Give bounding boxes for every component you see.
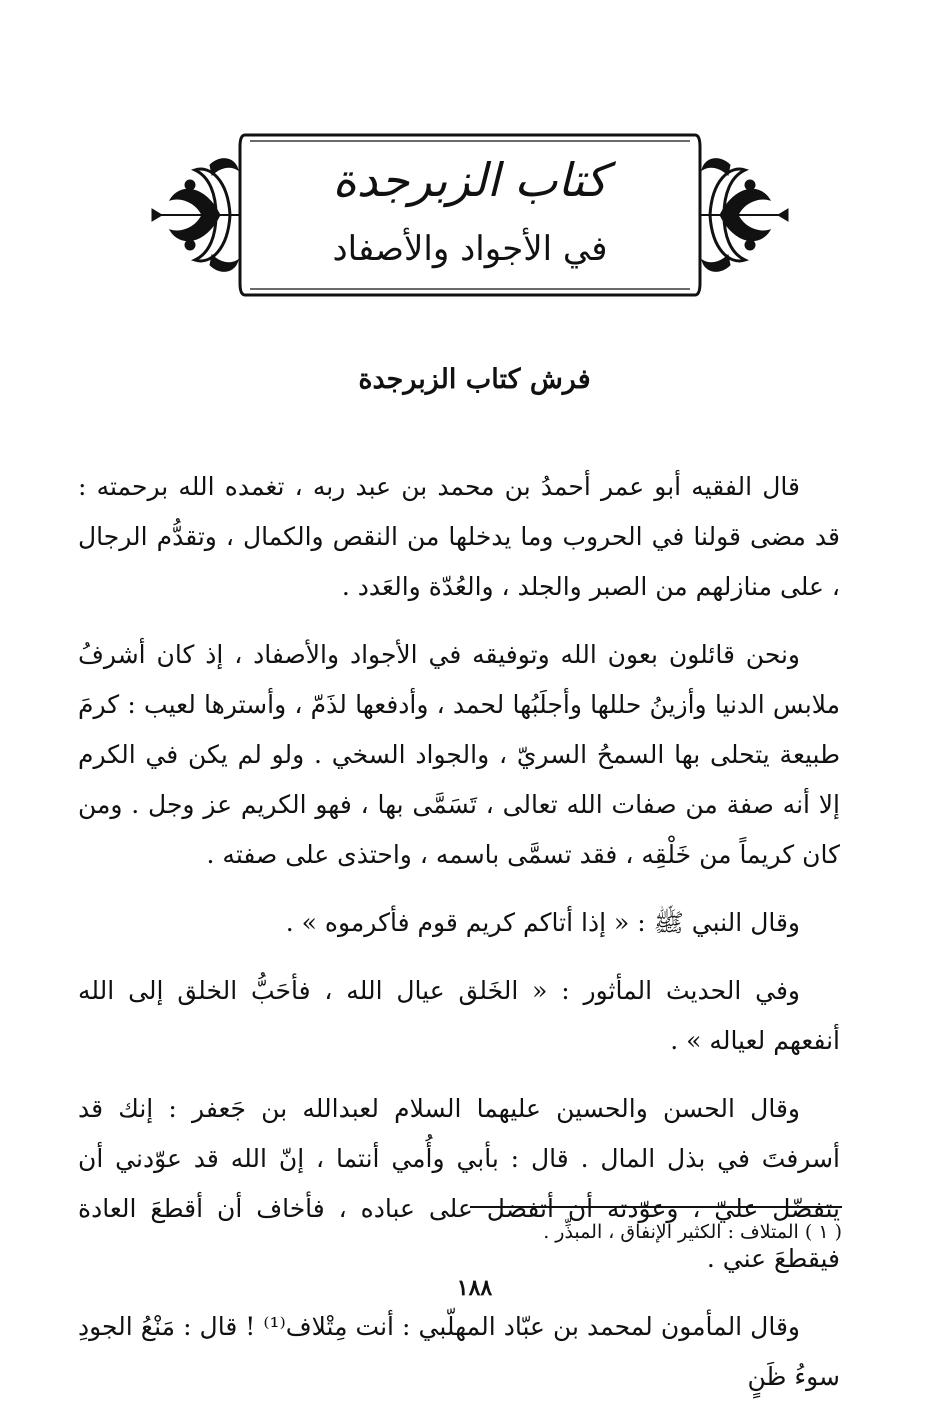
paragraph: وقال النبي ﷺ : « إذا أتاكم كريم قوم فأكرموه » .: [285, 908, 800, 937]
section-heading: فرش كتاب الزبرجدة: [358, 364, 591, 395]
ornamental-frame-icon: [150, 125, 790, 305]
footnote: ( ١ ) المتلاف : الكثير الإنفاق ، المبذِّر .: [543, 1221, 842, 1243]
page-number: ١٨٨: [456, 1275, 493, 1301]
footnote-divider: [470, 1206, 842, 1208]
paragraph: قال الفقيه أبو عمر أحمدُ بن محمد بن عبد ربه ، تغمده الله برحمته : قد مضى قولنا في الحروب وما يدخلها من النقص والكمال ، وتقدُّم الرجال ، على منازلهم من الصبر والجلد ، والعُدّة والعَدد .: [78, 472, 840, 601]
paragraph: وفي الحديث المأثور : « الخَلق عيال الله ، فأحَبُّ الخلق إلى الله أنفعهم لعياله » .: [78, 976, 840, 1055]
chapter-header: [150, 125, 790, 305]
paragraph: ونحن قائلون بعون الله وتوفيقه في الأجواد والأصفاد ، إذ كان أشرفُ ملابس الدنيا وأزينُ حللها وأجلَبُها لحمد ، وأدفعها لذَمّ ، وأسترها لعيب : كرمَ طبيعة يتحلى بها السمحُ السريّ ، والجواد السخي . ولو لم يكن في الكرم إلا أنه صفة من صفات الله تعالى ، تَسَمَّى بها ، فهو الكريم عز وجل . ومن كان كريماً من خَلْقِه ، فقد تسمَّى باسمه ، واحتذى على صفته .: [78, 640, 840, 869]
paragraph: وقال المأمون لمحمد بن عبّاد المهلّبي : أنت مِتْلاف⁽¹⁾ ! قال : مَنْعُ الجودِ سوءُ ظَنٍ: [78, 1312, 840, 1391]
chapter-subtitle: في الأجواد والأصفاد: [332, 229, 608, 269]
chapter-title: كتاب الزبرجدة: [332, 153, 608, 207]
paragraph: وقال الحسن والحسين عليهما السلام لعبدالله بن جَعفر : إنك قد أسرفتَ في بذل المال . قال : بأبي وأُمي أنتما ، إنّ الله قد عوّدني أن يتفضّل عليّ ، وعوّدته أن أتفضل على عباده ، فأخاف أن أقطعَ العادة فيقطعَ عني .: [78, 1094, 840, 1273]
